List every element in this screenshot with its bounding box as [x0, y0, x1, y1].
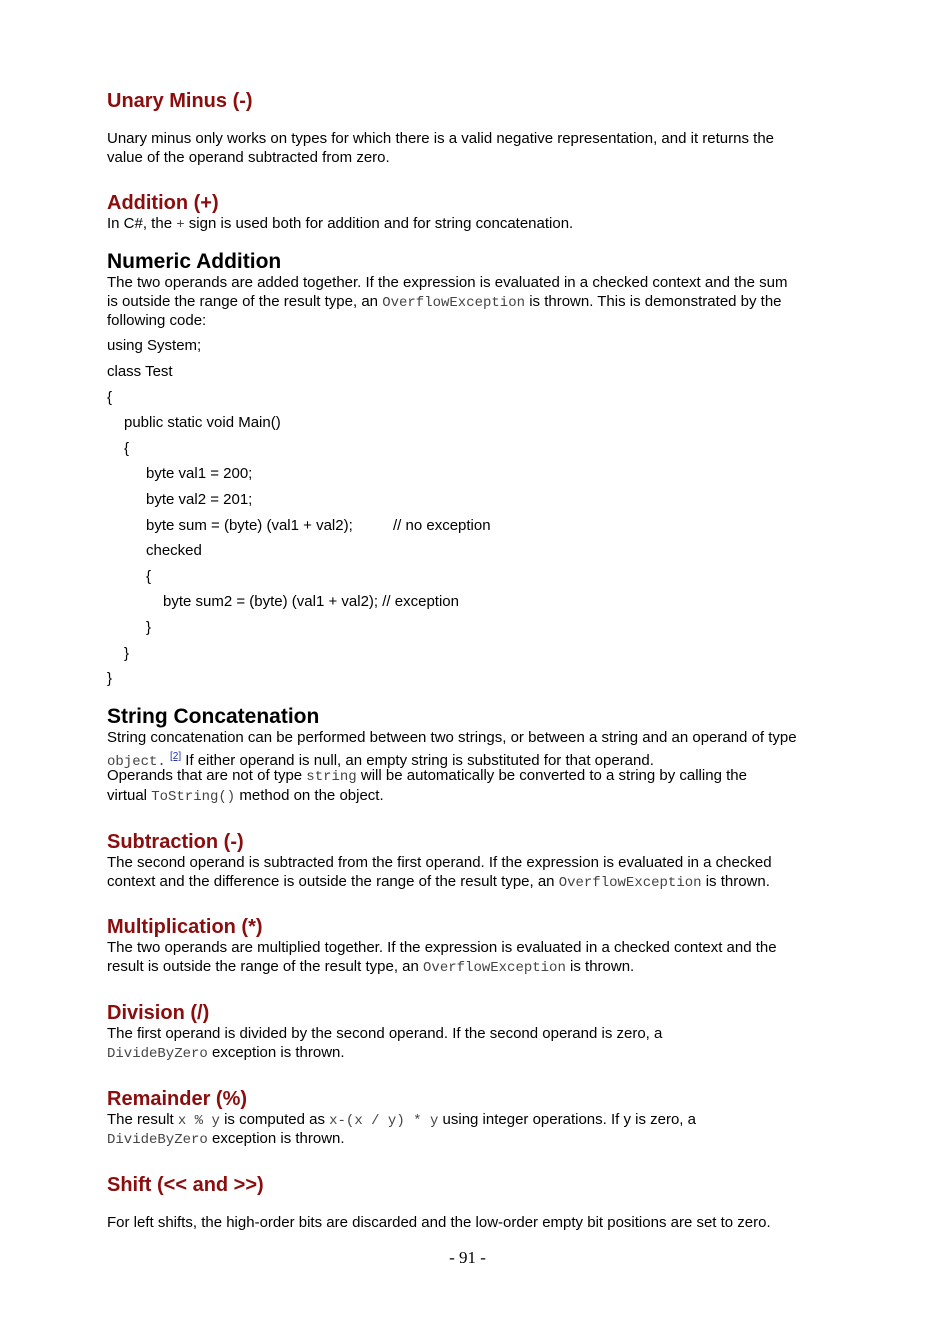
text-span: method on the object.: [239, 787, 384, 804]
code-line: {: [146, 568, 152, 585]
text-span: exception is thrown.: [212, 1130, 345, 1147]
paragraph-line: [107, 1129, 345, 1150]
text-span: is thrown.: [570, 958, 635, 975]
text-span: is outside the range of the result type, an: [107, 293, 379, 310]
heading-string-concatenation: String Concatenation: [107, 705, 320, 728]
heading-shift: Shift (<< and >>): [107, 1174, 264, 1196]
code-inline: object.: [107, 754, 166, 770]
code-inline: x % y: [177, 1113, 220, 1129]
code-line: checked: [146, 542, 202, 559]
code-inline: +: [176, 217, 185, 233]
code-line: }: [146, 619, 152, 636]
heading-multiplication: Multiplication (*): [107, 916, 263, 938]
heading-remainder: Remainder (%): [107, 1088, 248, 1110]
page-number: - 91 -: [449, 1248, 486, 1267]
paragraph-line: For left shifts, the high-order bits are discarded and the low-order empty bit positions are set to zero.: [107, 1214, 771, 1231]
code-inline: string: [306, 769, 357, 785]
paragraph-line: [107, 214, 573, 235]
code-line: byte sum2 = (byte) (val1 + val2); // exception: [163, 593, 459, 610]
code-inline: OverflowException: [423, 960, 566, 976]
paragraph-line: [107, 872, 770, 893]
text-span: result is outside the range of the result type, an: [107, 958, 419, 975]
code-inline: DivideByZero: [107, 1046, 208, 1062]
code-inline: DivideByZero: [107, 1132, 208, 1148]
paragraph-line: The two operands are added together. If the expression is evaluated in a checked context and the sum: [107, 274, 788, 291]
code-line: public static void Main(): [124, 414, 281, 431]
paragraph-line: [107, 1110, 696, 1131]
paragraph-line: [107, 292, 782, 313]
paragraph-line: [107, 957, 634, 978]
code-line: byte sum = (byte) (val1 + val2);: [146, 517, 353, 534]
text-span: context and the difference is outside the range of the result type, an: [107, 873, 555, 890]
paragraph-line: Unary minus only works on types for which there is a valid negative representation, and it returns the: [107, 130, 775, 147]
paragraph-line: [107, 786, 384, 807]
text-span: In C#, the: [107, 215, 173, 232]
text-span: is thrown.: [705, 873, 770, 890]
text-span: sign is used both for addition and for string concatenation.: [188, 215, 574, 232]
code-inline: ToString(): [151, 789, 236, 805]
code-comment: // no exception: [393, 517, 491, 534]
code-line: byte val2 = 201;: [146, 491, 253, 508]
text-span: is computed as: [224, 1111, 325, 1128]
code-line: {: [124, 440, 130, 457]
paragraph-line: [107, 1043, 345, 1064]
text-span: is thrown. This is demonstrated by the: [529, 293, 782, 310]
code-line: class Test: [107, 363, 173, 380]
paragraph-line: The first operand is divided by the second operand. If the second operand is zero, a: [107, 1025, 663, 1042]
paragraph-line: following code:: [107, 312, 207, 329]
heading-subtraction: Subtraction (-): [107, 831, 244, 853]
code-line: }: [124, 645, 130, 662]
heading-unary-minus: Unary Minus (-): [107, 90, 253, 112]
text-span: will be automatically be converted to a string by calling the: [360, 767, 747, 784]
code-line: using System;: [107, 337, 202, 354]
paragraph-line: The second operand is subtracted from the first operand. If the expression is evaluated in a checked: [107, 854, 772, 871]
heading-division: Division (/): [107, 1002, 210, 1024]
paragraph-line: String concatenation can be performed between two strings, or between a string and an operand of type: [107, 729, 797, 746]
text-span: Operands that are not of type: [107, 767, 303, 784]
paragraph-line: value of the operand subtracted from zero.: [107, 149, 390, 166]
text-span: If either operand is null, an empty string is substituted for that operand.: [185, 752, 654, 769]
heading-numeric-addition: Numeric Addition: [107, 250, 282, 273]
text-span: using integer operations. If y is zero, a: [442, 1111, 696, 1128]
code-line: }: [107, 670, 113, 687]
code-line: byte val1 = 200;: [146, 465, 253, 482]
code-inline: OverflowException: [382, 295, 526, 311]
text-span: virtual: [107, 787, 148, 804]
code-inline: x-(x / y) * y: [329, 1113, 439, 1129]
paragraph-line: The two operands are multiplied together. If the expression is evaluated in a checked context and the: [107, 939, 777, 956]
heading-addition: Addition (+): [107, 192, 219, 214]
text-span: The result: [107, 1111, 174, 1128]
paragraph-line: [107, 766, 747, 787]
footnote-link[interactable]: [2]: [169, 751, 182, 762]
code-line: {: [107, 389, 113, 406]
text-span: exception is thrown.: [212, 1044, 345, 1061]
code-inline: OverflowException: [558, 875, 702, 891]
